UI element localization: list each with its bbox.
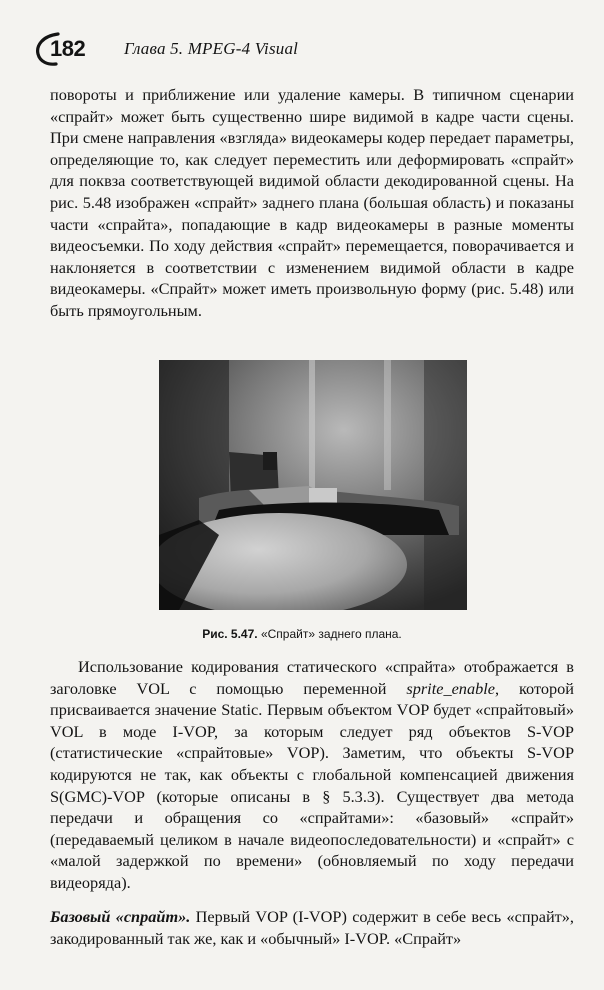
- running-title: Глава 5. MPEG-4 Visual: [124, 39, 299, 58]
- paragraph-1: повороты и приближение или удаление камеры. В типичном сценарии «спрайт» может быть существенно шире видимой в кадре части сцены. При смене направления «взгляда» видеокамеры кодер передает параметры, определяющие то, как следует переместить или деформировать «спрайт» для поквза соответствующей видимой области декодированной сцены. На рис. 5.48 изображен «спрайт» заднего плана (большая область) и показаны части «спрайта», попадающие в кадр видеокамеры в разные моменты видеосъемки. По ходу действия «спрайт» перемещается, поворачивается и наклоняется в соответствии с изменением видимой области в кадре видеокамеры. «Спрайт» может иметь произвольную форму (рис. 5.48) или быть прямоугольным.: [50, 85, 574, 320]
- figure-caption-label: Рис. 5.47.: [202, 627, 258, 641]
- paragraph-2-part1: Использование кодирования статического «спрайта» отображается в заголовке VOL с помощью переменной: [50, 657, 574, 698]
- figure-caption-text: «Спрайт» заднего плана.: [260, 627, 402, 641]
- paragraph-2-part2: , которой присваивается значение Static. Первым объектом VOP будет «спрайтовый» VOL в моде I-VOP, за которым следует ряд объектов S-VOP (статистические «спрайтовые» VOP). Заметим, что объекты S-VOP кодируются не так, как объекты с глобальной компенсацией движения S(GMC)-VOP (которые описаны в § 5.3.3). Существует два метода передачи и обращения со «спрайтами»: «базовый» «спрайт» (передаваемый целиком в начале видеопоследовательности) и «спрайт» с «малой задержкой по времени» (обновляемый по ходу передачи видеоряда).: [50, 678, 574, 892]
- paragraph-3-text: Первый VOP (I-VOP) содержит в себе весь «спрайт», закодированный так же, как и «обычный» I-VOP. «Спрайт»: [50, 907, 575, 948]
- running-header: [34, 30, 574, 70]
- figure-photo: [159, 360, 467, 610]
- figure-caption: [0, 627, 604, 641]
- sprite-background-photo: [159, 360, 467, 610]
- page-number: 182: [50, 36, 86, 61]
- paragraph-3: [50, 906, 574, 949]
- paragraph-3-lead: Базовый «спрайт».: [50, 907, 191, 926]
- variable-name: sprite_enable: [406, 678, 495, 698]
- paragraph-2: [50, 656, 574, 894]
